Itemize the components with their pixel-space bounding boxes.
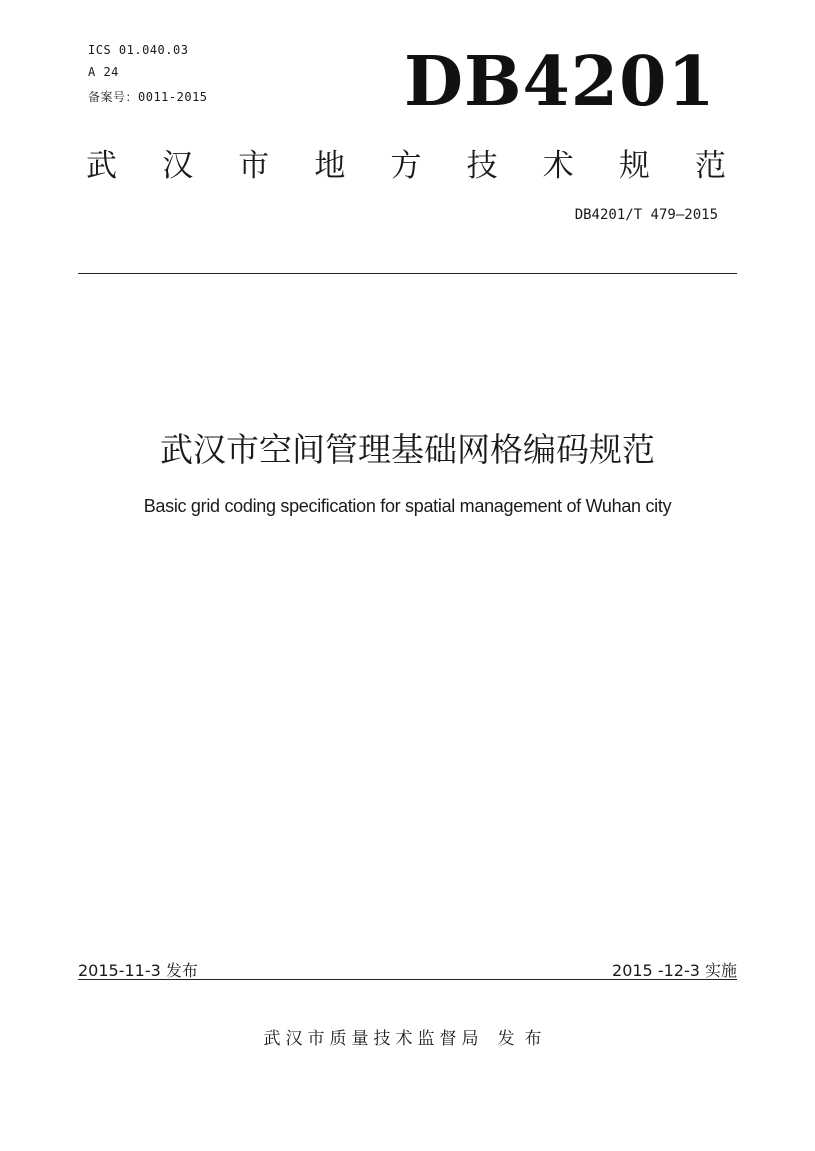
ics-code: ICS 01.040.03 <box>88 43 189 57</box>
standard-code-large: DB4201 <box>404 42 716 122</box>
issuer-organization: 武汉市质量技术监督局 <box>263 1029 484 1049</box>
standard-number: DB4201/T 479—2015 <box>574 207 718 223</box>
standard-type-char: 地 <box>314 148 346 184</box>
issuer-line <box>0 1024 815 1049</box>
standard-type-heading <box>86 140 726 185</box>
standard-type-char: 规 <box>618 148 650 184</box>
implement-date: 2015 -12-3 实施 <box>612 961 737 980</box>
standard-type-char: 武 <box>86 148 117 184</box>
title-chinese: 武汉市空间管理基础网格编码规范 <box>160 430 655 469</box>
standard-type-char: 范 <box>695 148 726 184</box>
standard-type-char: 术 <box>542 148 574 184</box>
classification-code: A 24 <box>88 65 119 79</box>
top-divider <box>78 273 737 274</box>
standard-type-char: 汉 <box>162 148 194 184</box>
standard-type-char: 市 <box>238 148 270 184</box>
bottom-divider <box>78 979 737 980</box>
standard-type-char: 技 <box>466 148 498 184</box>
title-english: Basic grid coding specification for spatial management of Wuhan city <box>143 496 672 516</box>
issuer-action: 发布 <box>497 1029 552 1049</box>
publish-date: 2015-11-3 发布 <box>78 961 198 980</box>
record-number: 备案号：0011-2015 <box>88 90 208 104</box>
standard-type-char: 方 <box>390 148 422 184</box>
